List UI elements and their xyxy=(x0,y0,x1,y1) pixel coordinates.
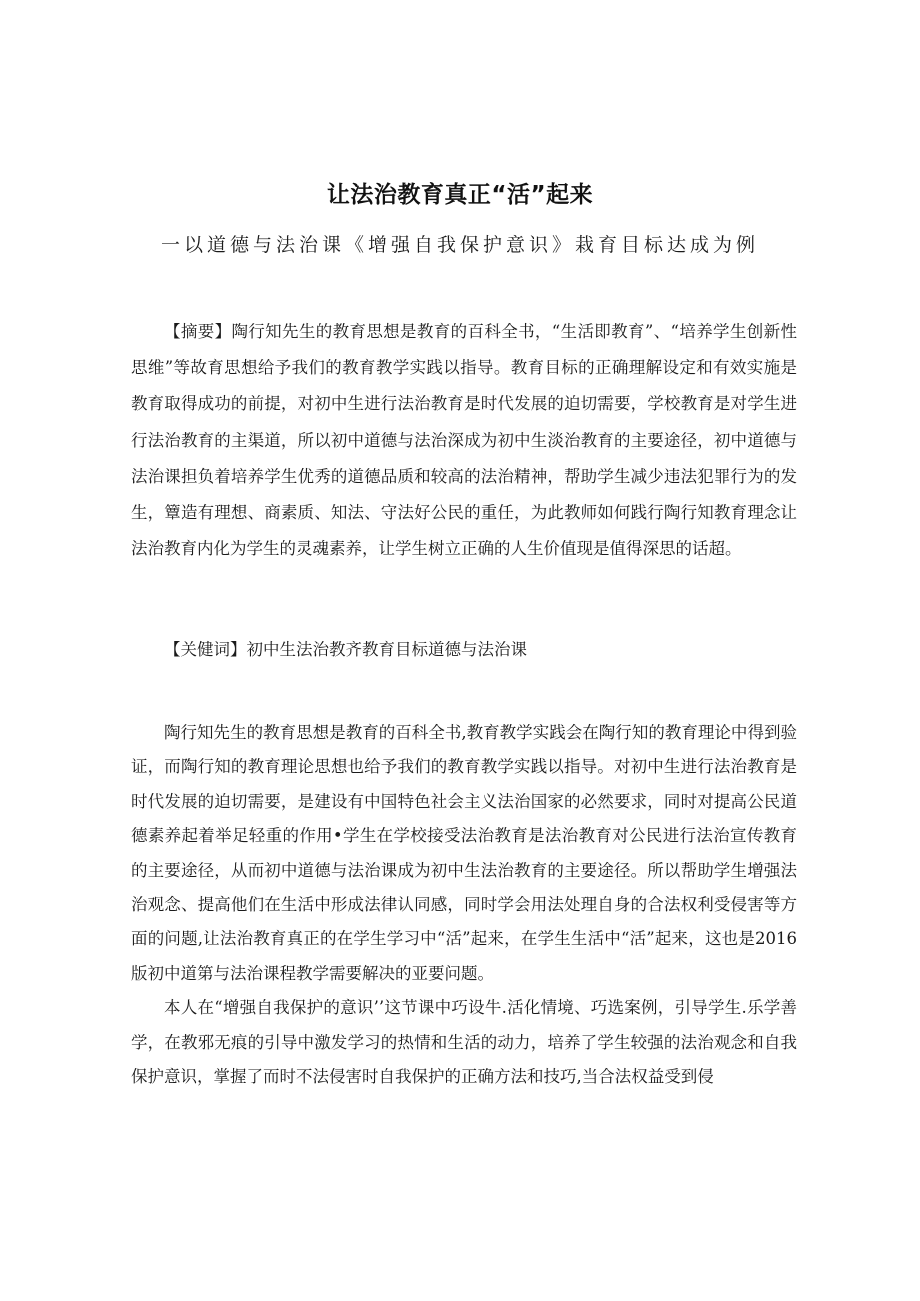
keywords-line: 【关健词】初中生法治教齐教育目标道德与法治课 xyxy=(164,640,527,659)
body-paragraph: 本人在“增强自我保护的意识’’这节课中巧设牛.活化情境、巧选案例，引导学生.乐学善学，在教邪无痕的引导中激发学习的热情和生活的动力，培养了学生较强的法治观念和自我保护意识，掌握了而时不法侵害时自我保护的正确方法和技巧,当合法权益受到侵 xyxy=(131,998,797,1087)
document-subtitle: 一以道德与法治课《增强自我保护意识》栽育目标达成为例 xyxy=(160,234,759,256)
abstract-paragraph: 【摘要】陶行知先生的教育思想是教育的百科全书，“生活即教育”、“培养学生创新性思维”等故育思想给予我们的教育教学实践以指导。教育目标的正确理解设定和有效实施是教育取得成功的前提，对初中生进行法治教育是时代发展的迫切需要，学校教育是对学生进行法治教育的主渠道，所以初中道德与法治深成为初中生淡治教育的主要途径，初中道德与法治课担负着培养学生优秀的道德品质和较高的法治精神，帮助学生减少违法犯罪行为的发生，簟造有理想、商素质、知法、守法好公民的重任，为此教师如何践行陶行知教育理念让法治教育内化为学生的灵魂素养，让学生树立正确的人生价值现是值得深思的话超。 xyxy=(131,322,797,559)
document-title: 让法治教育真正“活”起来 xyxy=(326,182,594,208)
body-paragraph: 陶行知先生的教育思想是教育的百科全书,教育教学实践会在陶行知的教育理论中得到验证，而陶行知的教育理论思想也给予我们的教育教学实践以指导。对初中生进行法治教育是时代发展的迫切需要，是建设有中国特色社会主义法治国家的必然要求，同时对提高公民道德素养起着举足轻重的作用•学生在学校接受法治教育是法治教育对公民进行法治宣传教育的主要途径，从而初中道德与法治课成为初中生法治教育的主要途径。所以帮助学生增强法治观念、提高他们在生活中形成法律认同感，同时学会用法处理自身的合法权利受侵害等方面的问题,让法治教育真正的在学生学习中“活”起来，在学生生活中“活”起来，这也是2016版初中道第与法治课程教学需要解决的亚要问题。 xyxy=(131,723,797,983)
body-text xyxy=(131,716,797,1094)
